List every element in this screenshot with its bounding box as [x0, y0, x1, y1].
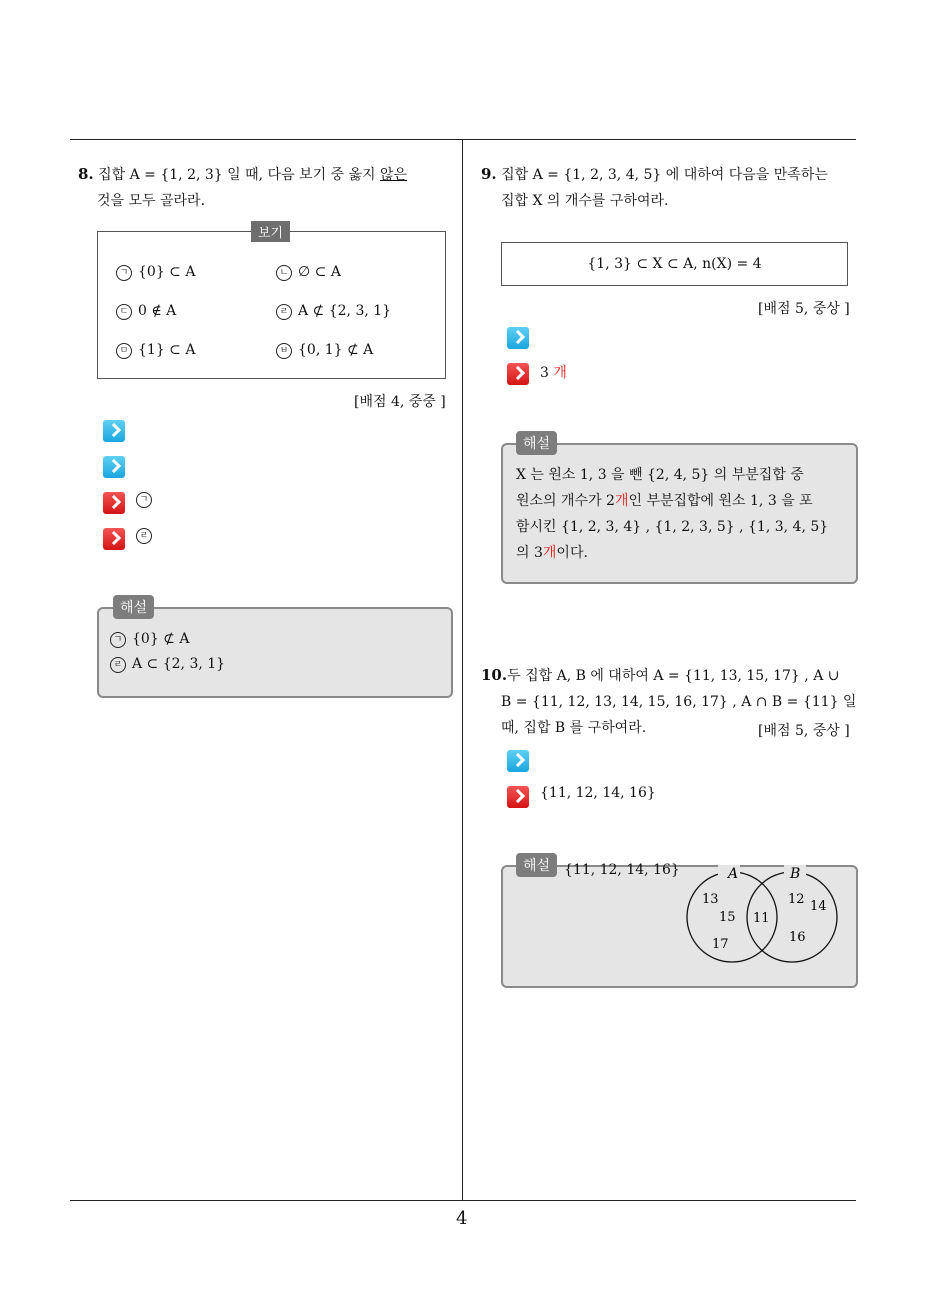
q9-answer-unit: 개	[553, 365, 567, 381]
q8-line2: 것을 모두 골라라.	[97, 193, 206, 209]
choice-text: {0} ⊂ A	[138, 264, 196, 280]
text-red: 개	[614, 493, 629, 509]
q10-answer: {11, 12, 14, 16}	[540, 785, 656, 801]
q10-line2: B = {11, 12, 13, 14, 15, 16, 17} , A ∩ B = {11} 일	[501, 694, 857, 710]
choice-mark: ㄹ	[276, 304, 292, 320]
chevron-right-icon[interactable]	[103, 492, 125, 514]
bottom-rule	[70, 1200, 856, 1201]
q10-line1: 두 집합 A, B 에 대하여 A = {11, 13, 15, 17} , A ∪	[507, 668, 840, 684]
q9-expl-line-3: 함시킨 {1, 2, 3, 4} , {1, 2, 3, 5} , {1, 3, 4, 5}	[516, 519, 829, 535]
q9-line2: 집합 X 의 개수를 구하여라.	[501, 193, 669, 209]
choice-text: 0 ∉ A	[138, 303, 177, 319]
q9-explanation-label: 해설	[516, 431, 557, 455]
text: 이다.	[556, 545, 588, 561]
q10-expl-text: {11, 12, 14, 16}	[564, 862, 680, 878]
venn-a-only-2: 15	[719, 910, 736, 925]
venn-diagram	[680, 860, 850, 970]
chevron-right-icon[interactable]	[103, 420, 125, 442]
q8-answer-2	[136, 527, 158, 544]
chevron-right-icon[interactable]	[507, 327, 529, 349]
choice-mark: ㄷ	[116, 304, 132, 320]
q8-number: 8.	[78, 165, 94, 183]
q9-score: [배점 5, 중상 ]	[758, 301, 850, 317]
q8-expl-line-1	[110, 626, 189, 652]
answer-mark: ㄱ	[136, 492, 152, 508]
choice-mark: ㄱ	[116, 265, 132, 281]
q8-explanation-label: 해설	[113, 595, 154, 619]
text-red: 개	[542, 545, 557, 561]
expl-mark: ㄹ	[110, 657, 126, 673]
chevron-right-icon[interactable]	[507, 786, 529, 808]
q10-explanation-label: 해설	[516, 853, 557, 877]
page-number: 4	[456, 1208, 468, 1229]
q8-bogi-label: 보기	[251, 221, 290, 242]
q8-choice-3	[116, 303, 176, 320]
q10-question	[481, 662, 861, 690]
q10-score: [배점 5, 중상 ]	[758, 723, 850, 739]
venn-a-only-3: 17	[712, 937, 729, 952]
q9-expl-line-2	[516, 488, 813, 514]
choice-mark: ㅁ	[116, 343, 132, 359]
q9-answer-num: 3	[540, 365, 549, 381]
expl-text: A ⊂ {2, 3, 1}	[132, 656, 226, 672]
q8-score: [배점 4, 중중 ]	[354, 394, 446, 410]
column-divider	[462, 139, 463, 1201]
chevron-right-icon[interactable]	[507, 750, 529, 772]
q8-answer-1	[136, 491, 158, 508]
top-rule	[70, 139, 856, 140]
expl-text: {0} ⊄ A	[132, 631, 190, 647]
choice-mark: ㄴ	[276, 265, 292, 281]
text: 인 부분집합에 원소 1, 3 을 포	[628, 493, 813, 509]
q9-condition-box	[501, 242, 848, 286]
q8-choice-2	[276, 264, 341, 281]
chevron-right-icon[interactable]	[103, 456, 125, 478]
venn-b-only-1: 12	[788, 892, 805, 907]
choice-mark: ㅂ	[276, 343, 292, 359]
q8-choice-6	[276, 342, 373, 359]
q9-expl-line-1: X 는 원소 1, 3 을 뺀 {2, 4, 5} 의 부분집합 중	[516, 467, 804, 483]
q8-line1: 집합 A = {1, 2, 3} 일 때, 다음 보기 중 옳지	[98, 167, 376, 183]
venn-a-only-1: 13	[702, 892, 719, 907]
text: 의 3	[516, 545, 543, 561]
expl-mark: ㄱ	[110, 632, 126, 648]
q9-answer	[540, 362, 567, 382]
venn-label-a: A	[728, 866, 739, 882]
chevron-right-icon[interactable]	[103, 528, 125, 550]
choice-text: {0, 1} ⊄ A	[298, 342, 374, 358]
q9-condition: {1, 3} ⊂ X ⊂ A, n(X) = 4	[587, 256, 762, 272]
q10-line3: 때, 집합 B 를 구하여라.	[501, 720, 647, 736]
venn-label-b: B	[790, 866, 801, 882]
q8-choice-5	[116, 342, 195, 359]
choice-text: ∅ ⊂ A	[298, 264, 341, 280]
q8-underlined: 않은	[380, 167, 408, 183]
q9-expl-line-4	[516, 540, 588, 566]
q8-expl-line-2	[110, 651, 225, 677]
q8-question	[78, 161, 458, 189]
q8-choice-1	[116, 264, 195, 281]
q9-line1: 집합 A = {1, 2, 3, 4, 5} 에 대하여 다음을 만족하는	[501, 167, 828, 183]
q8-choice-4	[276, 303, 391, 320]
venn-b-only-3: 16	[789, 930, 806, 945]
q10-number: 10.	[481, 666, 508, 684]
choice-text: A ⊄ {2, 3, 1}	[298, 303, 392, 319]
choice-text: {1} ⊂ A	[138, 342, 196, 358]
answer-mark: ㄹ	[136, 528, 152, 544]
chevron-right-icon[interactable]	[507, 363, 529, 385]
q9-number: 9.	[481, 165, 497, 183]
text: 원소의 개수가 2	[516, 493, 615, 509]
venn-b-only-2: 14	[810, 899, 827, 914]
venn-both-1: 11	[753, 911, 770, 926]
q9-question	[481, 161, 861, 189]
